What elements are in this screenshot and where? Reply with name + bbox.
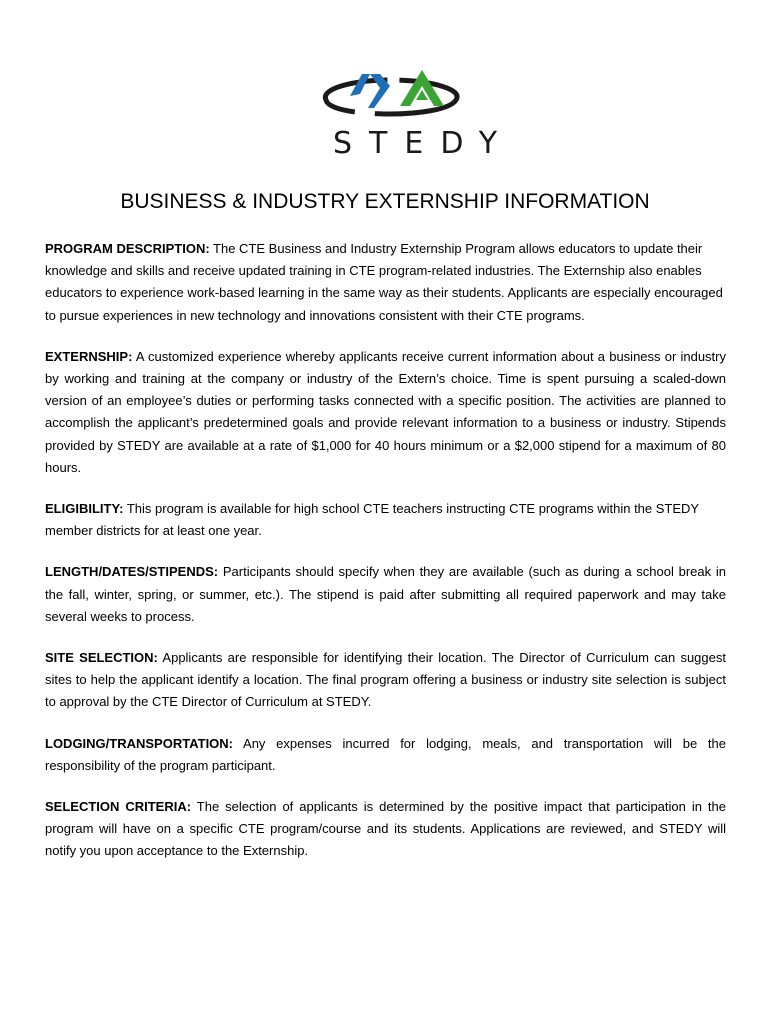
section-eligibility [45, 498, 726, 542]
mountain-swoosh-logo-icon [316, 66, 464, 126]
section-label: LENGTH/DATES/STIPENDS: [45, 564, 219, 580]
section-label: LODGING/TRANSPORTATION: [45, 735, 234, 751]
section-text: Applicants are responsible for identifying their location. The Director of Curriculum can suggest sites to help the applicant identify a location. The final program offering a business or industry site selection is subject to approval by the CTE Director of Curriculum at STEDY. [45, 650, 726, 710]
section-text: The CTE Business and Industry Externship Program allows educators to update their knowledge and skills and receive updated training in CTE program-related industries. The Externship also enables educators to experience work-based learning in the same way as their students. Applicants are especially encouraged to pursue experiences in new technology and innovations consistent with their CTE programs. [45, 241, 723, 323]
section-text: Participants should specify when they are available (such as during a school break in the fall, winter, spring, or summer, etc.). The stipend is paid after submitting all required paperwork and may take several weeks to process. [45, 564, 726, 624]
section-text: This program is available for high school CTE teachers instructing CTE programs within the STEDY member districts for at least one year. [45, 501, 699, 539]
section-text: A customized experience whereby applicants receive current information about a business or industry by working and training at the company or industry of the Extern’s choice. Time is spent pursuing a scaled-down version of an employee’s duties or performing tasks connected with a specific position. The activities are planned to accomplish the applicant’s predetermined goals and provide relevant information to a business or industry. Stipends provided by STEDY are available at a rate of $1,000 for 40 hours minimum or a $2,000 stipend for a maximum of 80 hours. [45, 348, 726, 475]
section-site-selection [45, 647, 726, 714]
section-lodging-transportation [45, 733, 726, 777]
logo-wordmark: STEDY [333, 126, 515, 161]
section-text: The selection of applicants is determined by the positive impact that participation in the program will have on a specific CTE program/course and its students. Applications are reviewed, and STEDY will notify you upon acceptance to the Externship. [45, 799, 726, 859]
section-label: EXTERNSHIP: [45, 348, 133, 364]
section-text: Any expenses incurred for lodging, meals, and transportation will be the responsibility of the program participant. [45, 735, 726, 773]
section-label: SELECTION CRITERIA: [45, 799, 192, 815]
section-externship [45, 346, 726, 479]
page-title: BUSINESS & INDUSTRY EXTERNSHIP INFORMATION [120, 190, 650, 213]
section-program-description [45, 238, 726, 327]
document-body [45, 238, 726, 882]
green-mountain [400, 70, 444, 106]
section-selection-criteria [45, 796, 726, 863]
section-label: PROGRAM DESCRIPTION: [45, 241, 210, 256]
section-label: ELIGIBILITY: [45, 501, 124, 517]
section-length-dates-stipends [45, 561, 726, 628]
section-label: SITE SELECTION: [45, 650, 158, 666]
stedy-logo [316, 66, 515, 162]
